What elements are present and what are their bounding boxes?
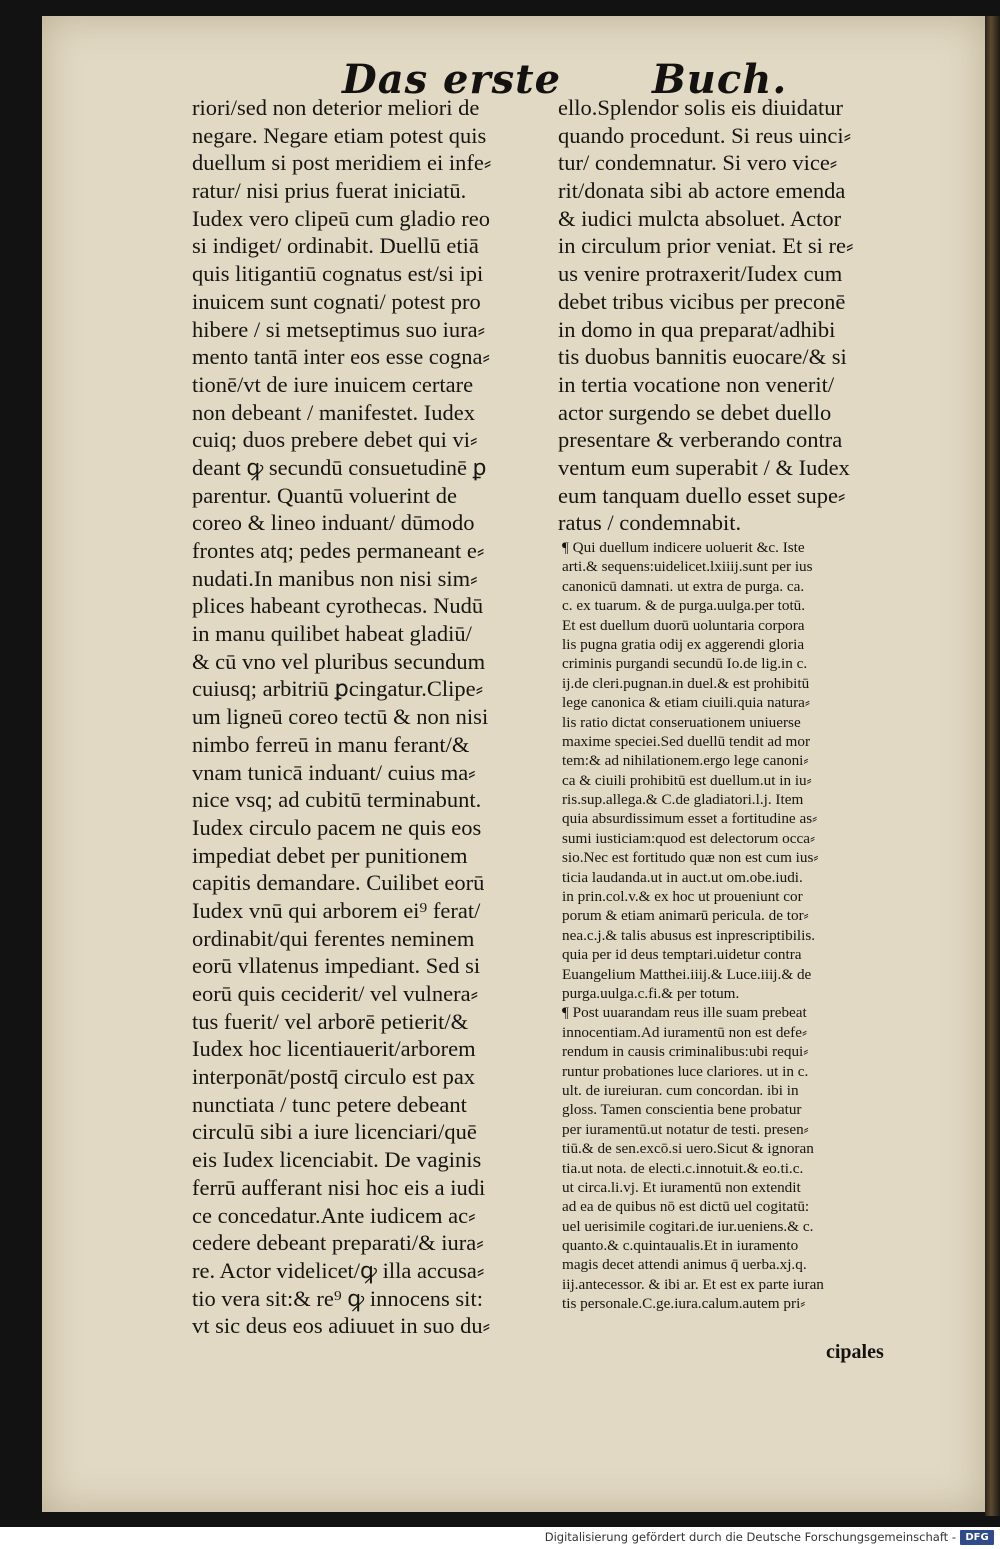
text-line: tus fuerit/ vel arborē petierit/&: [192, 1008, 469, 1034]
text-line: arti.& sequens:uidelicet.lxiiij.sunt per ius: [562, 558, 813, 576]
text-line: in manu quilibet habeat gladiū/: [192, 621, 472, 647]
text-line: in circulum prior veniat. Et si re⸗: [558, 233, 854, 259]
text-line: ris.sup.allega.& C.de gladiatori.l.j. Item: [562, 791, 804, 809]
text-line: debet tribus vicibus per preconē: [558, 288, 846, 314]
text-line: ello.Splendor solis eis diuidatur: [558, 95, 843, 120]
text-line: tur/ condemnatur. Si vero vice⸗: [558, 150, 838, 176]
text-line: ce concedatur.Ante iudicem ac⸗: [192, 1202, 476, 1228]
text-line: tio vera sit:& re⁹ ꝙ innocens sit:: [192, 1285, 483, 1311]
text-line: ij.de cleri.pugnan.in duel.& est prohibitū: [562, 674, 810, 692]
text-line: ratus / condemnabit.: [558, 510, 742, 536]
text-line: negare. Negare etiam potest quis: [192, 122, 487, 148]
left-text-column: [192, 94, 550, 1340]
text-line: ticia laudanda.ut in auct.ut om.obe.iudi.: [562, 868, 803, 886]
text-line: lis ratio dictat conseruationem uniuerse: [562, 713, 801, 731]
text-line: ut circa.li.vj. Et iuramentū non extendit: [562, 1178, 801, 1196]
text-line: re. Actor videlicet/ꝙ illa accusa⸗: [192, 1257, 485, 1283]
text-line: plices habeant cyrothecas. Nudū: [192, 593, 484, 619]
text-line: vnam tunicā induant/ cuius ma⸗: [192, 759, 476, 785]
text-line: innocentiam.Ad iuramentū non est defe⸗: [562, 1023, 808, 1041]
text-line: Et est duellum duorū uoluntaria corpora: [562, 616, 805, 634]
text-line: cedere debeant preparati/& iura⸗: [192, 1230, 484, 1256]
text-line: parentur. Quantū voluerint de: [192, 482, 457, 508]
text-line: actor surgendo se debet duello: [558, 399, 832, 425]
text-line: eum tanquam duello esset supe⸗: [558, 482, 846, 508]
text-line: porum & etiam animarū pericula. de tor⸗: [562, 907, 809, 925]
text-line: quis litigantiū cognatus est/si ipi: [192, 261, 484, 287]
text-line: rit/donata sibi ab actore emenda: [558, 178, 846, 204]
text-line: deant ꝙ secundū consuetudinē ꝑ: [192, 454, 487, 480]
footer-bar: [0, 1527, 1000, 1549]
text-line: canonicū damnati. ut extra de purga. ca.: [562, 577, 805, 595]
text-line: Iudex vnū qui arborem ei⁹ ferat/: [192, 897, 481, 923]
text-line: Iudex hoc licentiauerit/arborem: [192, 1036, 476, 1062]
text-line: runtur probationes luce clariores. ut in c.: [562, 1062, 809, 1080]
text-line: & cū vno vel pluribus secundum: [192, 648, 486, 674]
text-line: frontes atq; pedes permaneant e⸗: [192, 538, 485, 563]
text-line: hibere / si metseptimus suo iura⸗: [192, 316, 486, 342]
text-line: per iuramentū.ut notatur de testi. presen⸗: [562, 1120, 809, 1138]
text-line: ratur/ nisi prius fuerat iniciatū.: [192, 178, 467, 204]
page-edge: [985, 16, 1000, 1516]
text-line: ferrū aufferant nisi hoc eis a iudi: [192, 1174, 486, 1200]
text-line: Euangelium Matthei.iiij.& Luce.iiij.& de: [562, 965, 812, 983]
text-line: capitis demandare. Cuilibet eorū: [192, 870, 485, 896]
text-line: eis Iudex licenciabit. De vaginis: [192, 1147, 482, 1173]
header-right: Buch.: [652, 56, 788, 103]
text-line: duellum si post meridiem ei infe⸗: [192, 150, 492, 176]
text-line: tem:& ad nihilationem.ergo lege canoni⸗: [562, 752, 809, 770]
text-line: tionē/vt de iure inuicem certare: [192, 371, 474, 397]
text-line: iij.antecessor. & ibi ar. Et est ex parte iuran: [562, 1275, 824, 1293]
funding-note: Digitalisierung gefördert durch die Deutsche Forschungsgemeinschaft -: [544, 1530, 956, 1544]
text-line: Iudex circulo pacem ne quis eos: [192, 814, 482, 840]
text-line: eorū quis ceciderit/ vel vulnera⸗: [192, 981, 479, 1006]
text-line: nudati.In manibus non nisi sim⸗: [192, 565, 478, 591]
text-line: & iudici mulcta absoluet. Actor: [558, 205, 842, 231]
text-line: ult. de iureiuran. cum concordan. ibi in: [562, 1081, 799, 1099]
text-line: tiū.& de sen.excō.si uero.Sicut & ignoran: [562, 1140, 814, 1158]
text-line: quanto.& c.quintaualis.Et in iuramento: [562, 1237, 799, 1255]
gloss-commentary: [562, 538, 902, 1314]
text-line: maxime speciei.Sed duellū tendit ad mor: [562, 732, 810, 750]
text-line: inuicem sunt cognati/ potest pro: [192, 288, 481, 314]
text-line: nea.c.j.& talis abusus est inprescriptibilis.: [562, 926, 816, 944]
text-line: mento tantā inter eos esse cogna⸗: [192, 344, 491, 370]
text-line: us venire protraxerit/Iudex cum: [558, 261, 843, 287]
right-text-column: [558, 94, 903, 537]
text-line: cuiusq; arbitriū ꝑcingatur.Clipe⸗: [192, 676, 484, 702]
text-line: nimbo ferreū in manu ferant/&: [192, 731, 470, 757]
text-line: interponāt/postq̄ circulo est pax: [192, 1064, 476, 1090]
text-line: criminis purgandi secundū Io.de lig.in c.: [562, 655, 808, 673]
dfg-logo: DFG: [960, 1530, 994, 1545]
text-line: quia per id deus temptari.uidetur contra: [562, 946, 802, 964]
text-line: ¶ Qui duellum indicere uoluerit &c. Iste: [562, 539, 805, 556]
text-line: quia absurdissimum esset a fortitudine as⸗: [562, 810, 818, 828]
text-line: ad ea de quibus nō est dictū uel cogitatū:: [562, 1198, 810, 1216]
text-line: nice vsq; ad cubitū terminabunt.: [192, 787, 482, 813]
text-line: riori/sed non deterior meliori de: [192, 95, 480, 120]
catchword: cipales: [826, 1341, 884, 1363]
text-line: c. ex tuarum. & de purga.uulga.per totū.: [562, 597, 806, 615]
text-line: ventum eum superabit / & Iudex: [558, 454, 850, 480]
text-line: cuiq; duos prebere debet qui vi⸗: [192, 427, 478, 453]
text-line: vt sic deus eos adiuuet in suo du⸗: [192, 1313, 491, 1339]
text-line: non debeant / manifestet. Iudex: [192, 399, 476, 425]
text-line: purga.uulga.c.fi.& per totum.: [562, 984, 740, 1002]
text-line: in domo in qua preparat/adhibi: [558, 316, 836, 342]
text-line: ca & ciuili prohibitū est duellum.ut in iu⸗: [562, 771, 812, 789]
text-line: lis pugna gratia odij ex aggerendi gloria: [562, 635, 805, 653]
text-line: uel uerisimile cogitari.de iur.ueniens.& c.: [562, 1217, 814, 1235]
text-line: presentare & verberando contra: [558, 427, 843, 453]
text-line: tia.ut nota. de electi.c.innotuit.& eo.ti.c.: [562, 1159, 804, 1177]
text-line: tis duobus bannitis euocare/& si: [558, 344, 847, 370]
text-line: in tertia vocatione non venerit/: [558, 371, 835, 397]
text-line: rendum in causis criminalibus:ubi requi⸗: [562, 1043, 809, 1061]
text-line: impediat debet per punitionem: [192, 842, 468, 868]
text-line: Iudex vero clipeū cum gladio reo: [192, 205, 491, 231]
text-line: sio.Nec est fortitudo quæ non est cum ius⸗: [562, 849, 819, 867]
text-line: gloss. Tamen conscientia bene probatur: [562, 1101, 802, 1119]
text-line: circulū sibi a iure licenciari/quē: [192, 1119, 477, 1145]
text-line: magis decet attendi animus q̄ uerba.xj.q.: [562, 1256, 807, 1274]
text-line: ¶ Post uuarandam reus ille suam prebeat: [562, 1004, 807, 1022]
text-line: lege canonica & etiam ciuili.quia natura⸗: [562, 694, 810, 712]
text-line: si indiget/ ordinabit. Duellū etiā: [192, 233, 479, 259]
text-line: sumi iusticiam:quod est delectorum occa⸗: [562, 829, 816, 847]
text-line: quando procedunt. Si reus uinci⸗: [558, 122, 852, 148]
text-line: in prin.col.v.& ex hoc ut proueniunt cor: [562, 888, 803, 906]
text-line: tis personale.C.ge.iura.calum.autem pri⸗: [562, 1295, 806, 1313]
text-line: ordinabit/qui ferentes neminem: [192, 925, 475, 951]
text-line: um ligneū coreo tectū & non nisi: [192, 704, 489, 730]
text-line: nunctiata / tunc petere debeant: [192, 1091, 467, 1117]
text-line: eorū vllatenus impediant. Sed si: [192, 953, 481, 979]
text-line: coreo & lineo induant/ dūmodo: [192, 510, 475, 536]
header-left: Das erste: [342, 56, 562, 103]
